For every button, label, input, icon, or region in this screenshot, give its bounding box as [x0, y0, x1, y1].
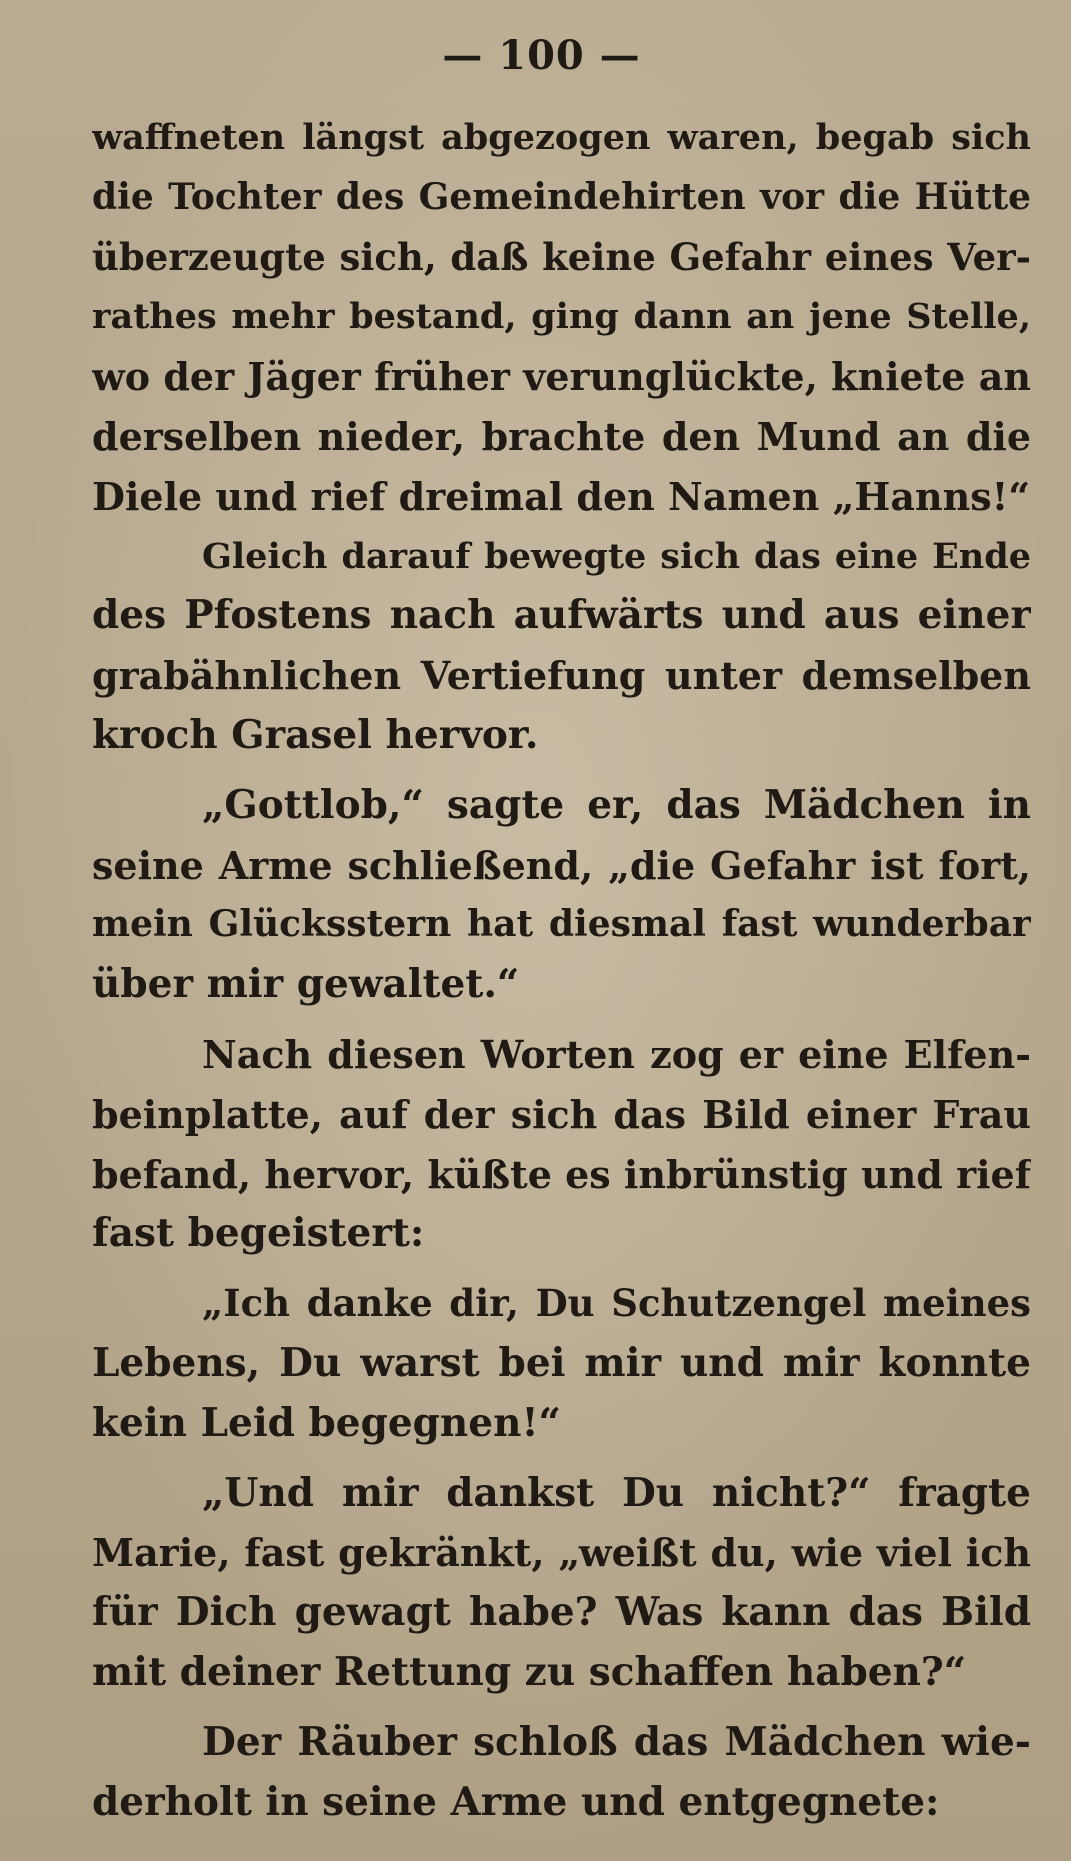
text-line: waffneten längst abgezogen waren, begab sich — [92, 117, 1031, 158]
text-line: rathes mehr bestand, ging dann an jene Stelle, — [92, 296, 1031, 338]
text-line: derselben nieder, brachte den Mund an die — [92, 413, 1031, 459]
text-line: befand, hervor, küßte es inbrünstig und rief — [92, 1151, 1031, 1197]
text-line: die Tochter des Gemeindehirten vor die Hütte — [92, 175, 1031, 218]
text-line: wo der Jäger früher verunglückte, kniete an — [92, 354, 1031, 400]
text-line: für Dich gewagt habe? Was kann das Bild — [92, 1589, 1031, 1636]
paragraph — [92, 766, 1031, 1015]
text-line: überzeugte sich, daß keine Gefahr eines Ver- — [92, 234, 1031, 279]
paragraph — [92, 1454, 1031, 1703]
text-line: mit deiner Rettung zu schaffen haben?“ — [92, 1648, 967, 1695]
text-line: Gleich darauf bewegte sich das eine Ende — [202, 535, 1031, 577]
text-line: Der Räuber schloß das Mädchen wie- — [202, 1718, 1031, 1765]
paragraph — [92, 527, 1031, 766]
paragraph-gap — [92, 766, 1031, 776]
text-line: seine Arme schließend, „die Gefahr ist fort, — [92, 842, 1031, 888]
text-line: kein Leid begegnen!“ — [92, 1399, 561, 1446]
text-line: „Und mir dankst Du nicht?“ fragte — [202, 1469, 1031, 1516]
text-line: beinplatte, auf der sich das Bild einer Frau — [92, 1091, 1031, 1137]
text-line: über mir gewaltet.“ — [92, 961, 520, 1008]
paragraph-gap — [92, 1703, 1031, 1713]
text-line: Marie, fast gekränkt, „weißt du, wie viel ich — [92, 1530, 1031, 1576]
text-line: derholt in seine Arme und entgegnete: — [92, 1778, 940, 1825]
text-line: „Gottlob,“ sagte er, das Mädchen in — [202, 781, 1031, 828]
text-line: mein Glücksstern hat diesmal fast wunderbar — [92, 903, 1031, 946]
paragraph — [92, 1015, 1031, 1264]
paragraph-gap — [92, 1015, 1031, 1025]
paragraph — [92, 108, 1031, 527]
paragraph-gap — [92, 1454, 1031, 1464]
text-line: des Pfostens nach aufwärts und aus einer — [92, 592, 1031, 639]
text-line: kroch Grasel hervor. — [92, 711, 539, 758]
page-number: — 100 — — [442, 32, 641, 79]
text-line: Lebens, Du warst bei mir und mir konnte — [92, 1339, 1031, 1386]
paragraph — [92, 1703, 1031, 1833]
paragraph-gap — [92, 1264, 1031, 1274]
paragraph — [92, 1264, 1031, 1453]
text-line: Nach diesen Worten zog er eine Elfen- — [202, 1031, 1031, 1077]
body-text — [92, 108, 1031, 1832]
text-line: „Ich danke dir, Du Schutzengel meines — [202, 1281, 1031, 1326]
text-line: fast begeistert: — [92, 1210, 425, 1257]
text-line: Diele und rief dreimal den Namen „Hanns!“ — [92, 473, 1031, 519]
text-line: grabähnlichen Vertiefung unter demselben — [92, 653, 1031, 699]
